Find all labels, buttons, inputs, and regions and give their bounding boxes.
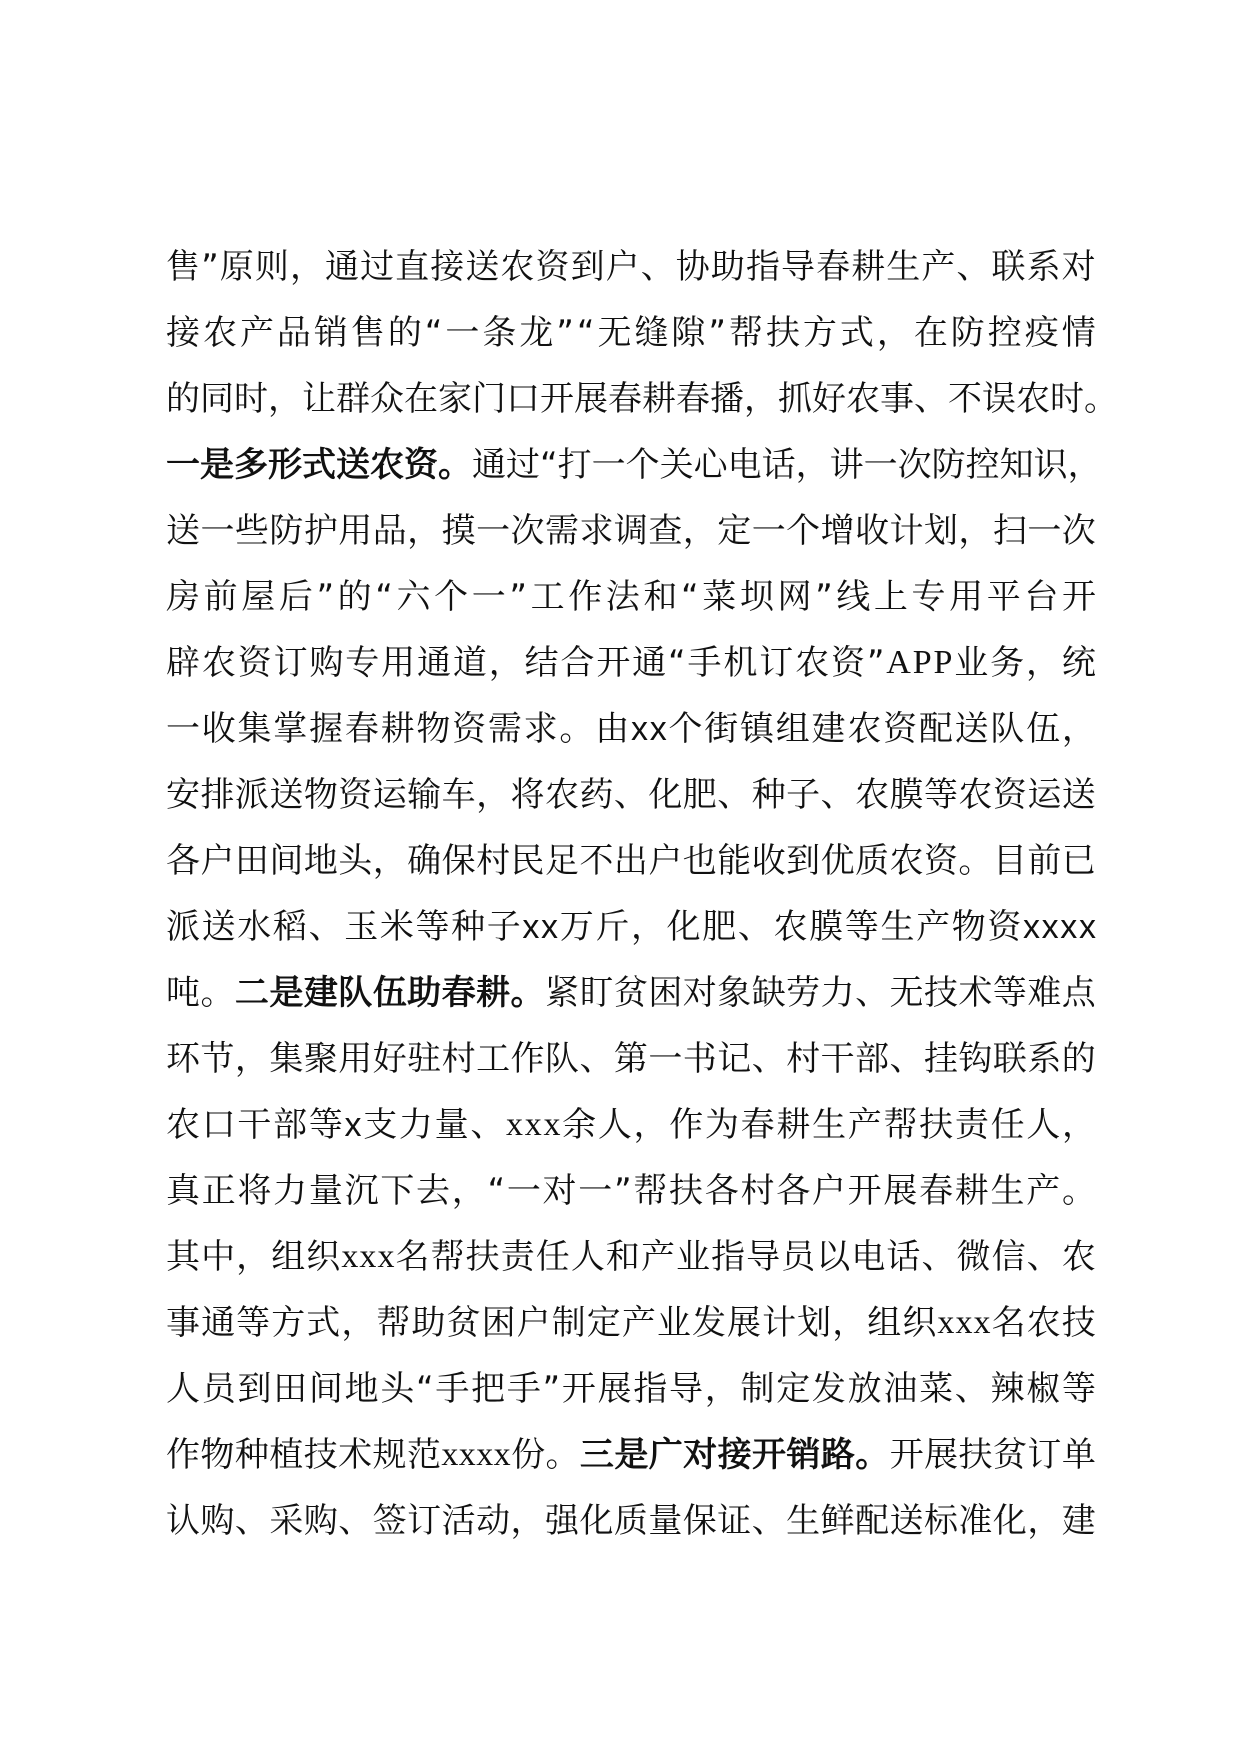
text-line: 的 同 时 ， 让 群 众 在 家 门 口 开 展 春 耕 春 播 ， 抓 好 农 事 、 不 误 农 时 。: [166, 379, 1118, 419]
text-line: 各 户 田 间 地 头 ， 确 保 村 民 足 不 出 户 也 能 收 到 优 质 农 资 。 目 前 已: [166, 841, 1096, 881]
text-line: 人 员 到 田 间 地 头 “ 手 把 手 ” 开 展 指 导 ， 制 定 发 放 油 菜 、 辣 椒 等: [166, 1369, 1096, 1409]
text-line: 送 一 些 防 护 用 品 ， 摸 一 次 需 求 调 查 ， 定 一 个 增 收 计 划 ， 扫 一 次: [166, 511, 1096, 551]
text-line: 房 前 屋 后 ” 的 “ 六 个 一 ” 工 作 法 和 “ 菜 坝 网 ” 线 上 专 用 平 台 开: [166, 577, 1096, 617]
text-line: 认 购 、 采 购 、 签 订 活 动 ， 强 化 质 量 保 证 、 生 鲜 配 送 标 准 化 ， 建: [166, 1501, 1096, 1541]
text-line: 派 送 水 稻 、 玉 米 等 种 子 x x 万 斤 ， 化 肥 、 农 膜 等 生 产 物 资 x x x x: [166, 907, 1096, 947]
text-line: 事 通 等 方 式 ， 帮 助 贫 困 户 制 定 产 业 发 展 计 划 ， 组 织 x x x 名 农 技: [166, 1303, 1096, 1343]
text-line: 其 中 ， 组 织 x x x 名 帮 扶 责 任 人 和 产 业 指 导 员 以 电 话 、 微 信 、 农: [166, 1237, 1096, 1277]
text-line: 接 农 产 品 销 售 的 “ 一 条 龙 ” “ 无 缝 隙 ” 帮 扶 方 式 ， 在 防 控 疫 情: [166, 313, 1096, 353]
body-paragraph: [166, 234, 1118, 1554]
text-line: 吨 。 二 是 建 队 伍 助 春 耕 。 紧 盯 贫 困 对 象 缺 劳 力 、 无 技 术 等 难 点: [166, 973, 1096, 1013]
text-line: 农 口 干 部 等 x 支 力 量 、 x x x 余 人 ， 作 为 春 耕 生 产 帮 扶 责 任 人 ，: [166, 1105, 1096, 1145]
text-line: 售 ” 原 则 ， 通 过 直 接 送 农 资 到 户 、 协 助 指 导 春 耕 生 产 、 联 系 对: [166, 247, 1096, 287]
text-line: 真 正 将 力 量 沉 下 去 ， “ 一 对 一 ” 帮 扶 各 村 各 户 开 展 春 耕 生 产 。: [166, 1171, 1096, 1211]
text-line: 安 排 派 送 物 资 运 输 车 ， 将 农 药 、 化 肥 、 种 子 、 农 膜 等 农 资 运 送: [166, 775, 1096, 815]
text-line: 一 收 集 掌 握 春 耕 物 资 需 求 。 由 x x 个 街 镇 组 建 农 资 配 送 队 伍 ，: [166, 709, 1096, 749]
text-line: 环 节 ， 集 聚 用 好 驻 村 工 作 队 、 第 一 书 记 、 村 干 部 、 挂 钩 联 系 的: [166, 1039, 1096, 1079]
text-line: 一 是 多 形 式 送 农 资 。 通 过 “ 打 一 个 关 心 电 话 ， 讲 一 次 防 控 知 识 ，: [166, 445, 1102, 485]
text-line: 辟 农 资 订 购 专 用 通 道 ， 结 合 开 通 “ 手 机 订 农 资 ” A P P 业 务 ， 统: [166, 643, 1096, 683]
text-line: 作 物 种 植 技 术 规 范 x x x x 份 。 三 是 广 对 接 开 销 路 。 开 展 扶 贫 订 单: [166, 1435, 1096, 1475]
